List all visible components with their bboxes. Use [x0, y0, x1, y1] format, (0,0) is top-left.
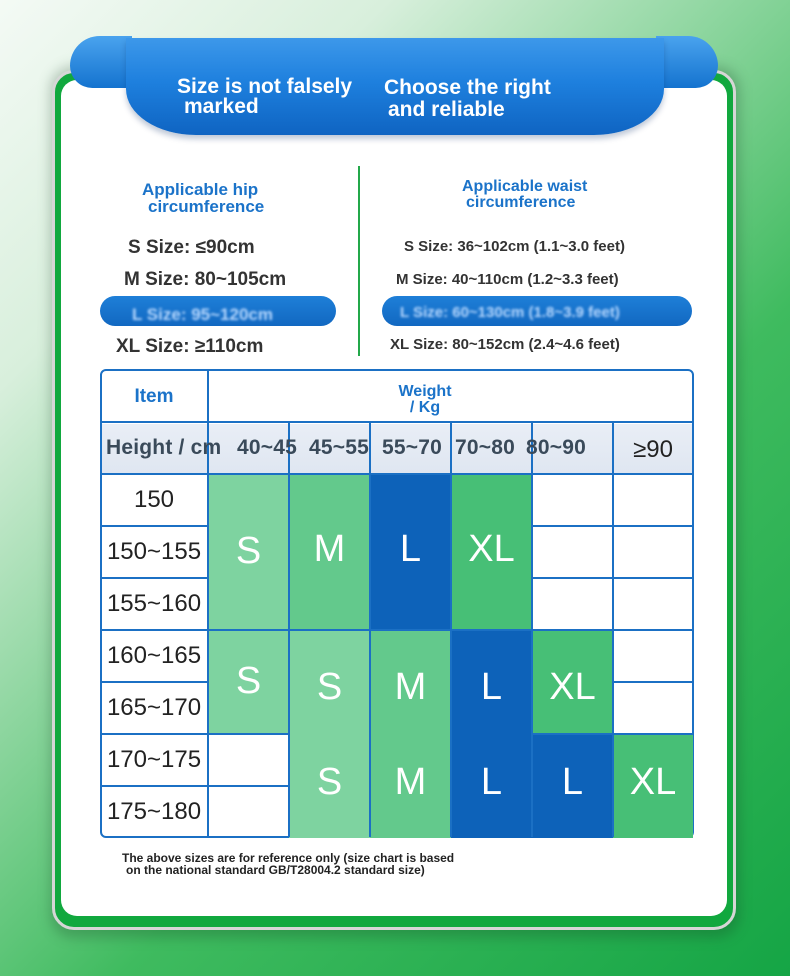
size-label: S [316, 666, 343, 708]
size-block-s-r2b [289, 630, 370, 838]
hip-title-line1: Applicable hip [142, 180, 259, 199]
banner-right-line1: Choose the right [384, 76, 551, 99]
size-block-l-r2 [451, 630, 532, 838]
height-row-label: 170~175 [106, 746, 202, 773]
weight-col-5: 80~90 [526, 436, 586, 459]
footnote-line2: on the national standard GB/T28004.2 standard size) [126, 863, 425, 877]
waist-title-line2: circumference [466, 194, 576, 211]
banner-left-line2: marked [184, 95, 259, 118]
banner-right-line2: and reliable [388, 98, 505, 121]
waist-row-m: M Size: 40~110cm (1.2~3.3 feet) [396, 271, 619, 288]
waist-row-s: S Size: 36~102cm (1.1~3.0 feet) [404, 238, 625, 255]
hip-row-s: S Size: ≤90cm [128, 237, 255, 258]
grid-line [101, 421, 693, 423]
hip-row-m: M Size: 80~105cm [124, 269, 287, 290]
hip-row-l: L Size: 95~120cm [132, 305, 273, 324]
height-row-label: 155~160 [106, 590, 202, 617]
footnote-line1: The above sizes are for reference only (size chart is based [122, 851, 455, 865]
height-row-label: 150~155 [106, 538, 202, 565]
weight-label-line1: Weight [398, 383, 452, 400]
weight-col-4: 70~80 [455, 436, 515, 459]
hip-row-xl: XL Size: ≥110cm [116, 336, 264, 357]
size-label: S [235, 530, 262, 572]
height-row-label: 150 [133, 486, 175, 513]
ribbon-tail-left [70, 36, 132, 88]
size-label: S [316, 761, 343, 803]
ribbon-tail-right [656, 36, 718, 88]
size-label: L [480, 761, 503, 803]
size-label: L [561, 761, 584, 803]
banner-left-line1: Size is not falsely [177, 75, 353, 98]
height-header: Height / cm [106, 436, 222, 459]
weight-col-3: 55~70 [382, 436, 442, 459]
item-label: Item [134, 386, 174, 407]
weight-col-1: 40~45 [237, 436, 297, 459]
waist-row-xl: XL Size: 80~152cm (2.4~4.6 feet) [390, 336, 620, 353]
size-label: M [394, 761, 427, 803]
grid-line [613, 681, 693, 683]
size-label: XL [468, 528, 515, 570]
weight-label-line2: / Kg [409, 399, 441, 416]
section-divider [358, 166, 360, 356]
size-label: XL [549, 666, 596, 708]
height-row-label: 175~180 [106, 798, 202, 825]
size-label: L [399, 528, 422, 570]
size-label: L [480, 666, 503, 708]
size-label: M [394, 666, 427, 708]
size-label: M [313, 528, 346, 570]
size-block-m-r2 [370, 630, 451, 838]
height-row-label: 160~165 [106, 642, 202, 669]
waist-title-line1: Applicable waist [462, 178, 588, 195]
height-row-label: 165~170 [106, 694, 202, 721]
waist-row-l: L Size: 60~130cm (1.8~3.9 feet) [400, 304, 620, 321]
weight-col-2: 45~55 [309, 436, 369, 459]
size-label: S [235, 660, 262, 702]
hip-title-line2: circumference [148, 197, 265, 216]
weight-col-6: ≥90 [633, 436, 673, 463]
size-label: XL [629, 761, 677, 803]
